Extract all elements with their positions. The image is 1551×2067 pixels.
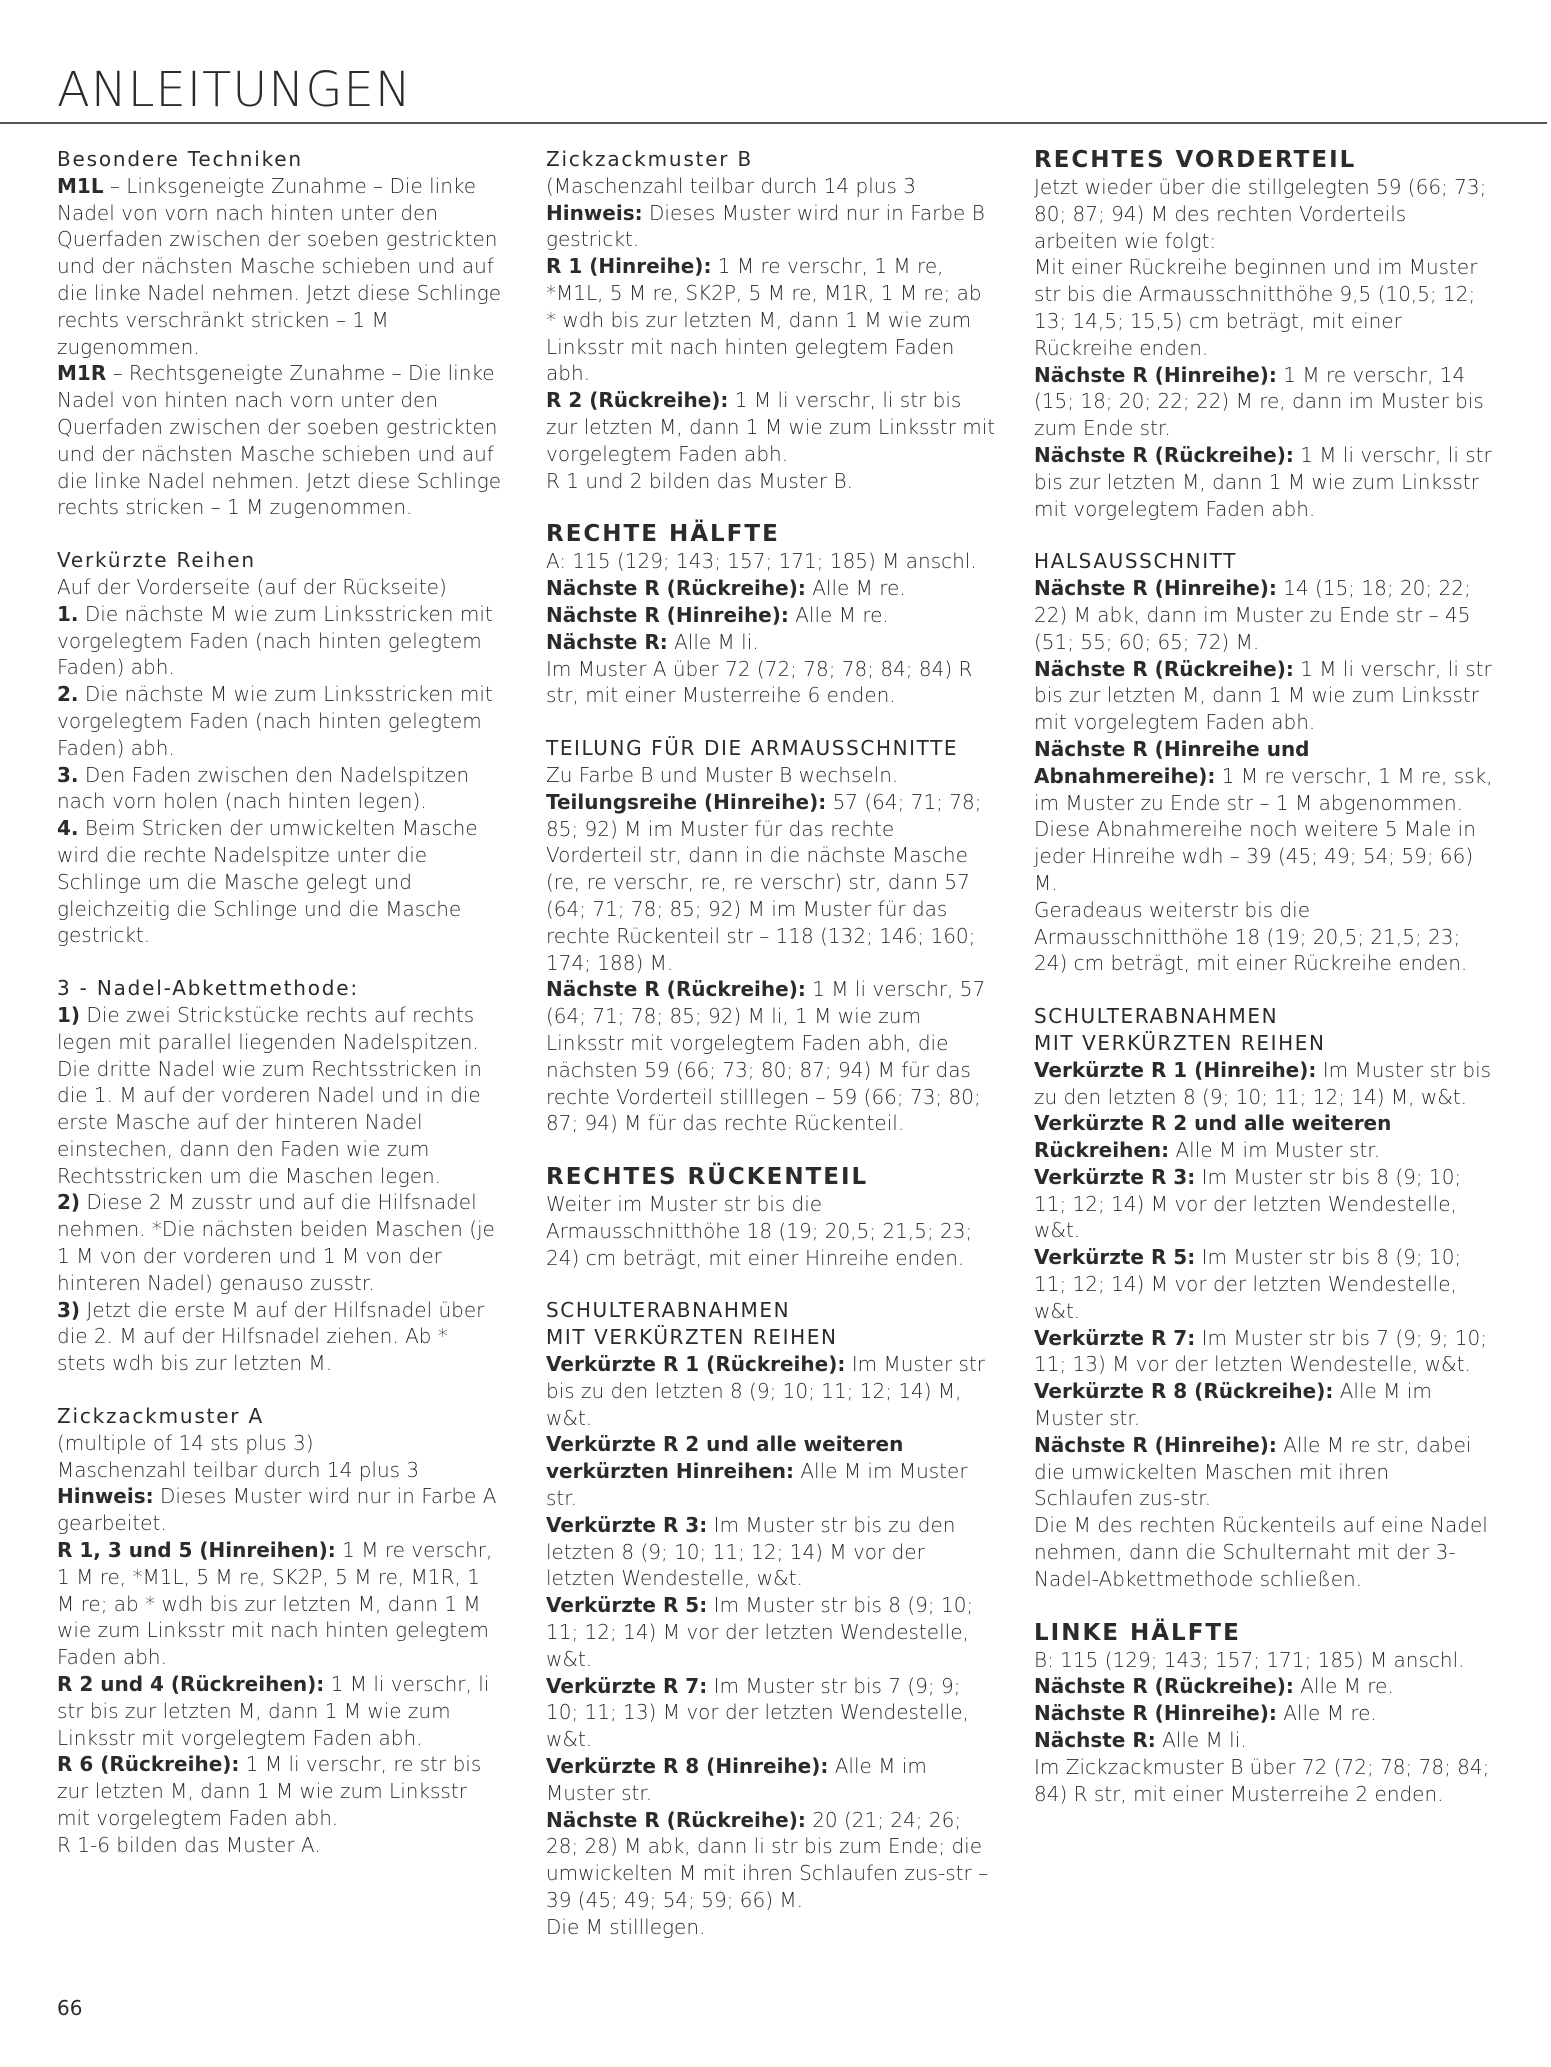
row-label: Verkürzte R 2 und alle weiteren Rückreihen: <box>1034 1111 1392 1163</box>
row-label: Nächste R (Rückreihe): <box>1034 656 1294 681</box>
paragraph-m1l <box>57 173 502 361</box>
right-front-text-1: Jetzt wieder über die stillgelegten 59 (66; 73; 80; 87; 94) M des rechten Vorderteils arbeiten wie folgt: <box>1034 175 1487 253</box>
zigzag-a-row-6 <box>57 1751 502 1831</box>
section-heading-left-half: LINKE HÄLFTE <box>1034 1619 1241 1646</box>
row-label: Nächste R (Rückreihe): <box>546 1807 806 1832</box>
armhole-next-row <box>546 976 996 1137</box>
row-label: R 2 (Rückreihe): <box>546 388 729 413</box>
bindoff-step-3 <box>57 1297 502 1377</box>
row-label: Verkürzte R 5: <box>1034 1245 1196 1270</box>
row-text: 1 M re verschr, 1 M re, *M1L, 5 M re, SK2P, 5 M re, M1R, 1 M re; ab * wdh bis zur letzten M, dann 1 M wie zum Linksstr mit nach hinten gelegtem Faden abh. <box>546 254 982 386</box>
shoulder-row-3 <box>546 1512 996 1592</box>
section-heading-zigzag-b: Zickzackmuster B <box>546 147 753 171</box>
row-text: Im Muster str bis 7 (9; 9; 10; 11; 13) M vor der letzten Wendestelle, w&t. <box>546 1673 969 1752</box>
left-half-pattern: Im Zickzackmuster B über 72 (72; 78; 78; 84; 84) R str, mit einer Musterreihe 2 enden. <box>1034 1754 1490 1806</box>
shoulder-row-5 <box>546 1592 996 1672</box>
section-heading-shoulder-1: SCHULTERABNAHMEN <box>546 1298 791 1323</box>
section-heading-shoulder-2: MIT VERKÜRZTEN REIHEN <box>546 1325 838 1350</box>
zigzag-b-note <box>546 200 996 254</box>
right-front-text-2: Mit einer Rückreihe beginnen und im Muster str bis die Armausschnitthöhe 9,5 (10,5; 12; 13; 14,5; 15,5) cm beträgt, mit einer Rückreihe enden. <box>1034 255 1478 360</box>
section-heading-armhole: TEILUNG FÜR DIE ARMAUSSCHNITTE <box>546 736 959 761</box>
row-text: Im Muster str bis 7 (9; 9; 10; 11; 13) M vor der letzten Wendestelle, w&t. <box>1034 1325 1487 1377</box>
row-text: 1 M re verschr, 1 M re, *M1L, 5 M re, SK2P, 5 M re, M1R, 1 M re; ab * wdh bis zur letzten M, dann 1 M wie zum Linksstr mit nach hinten gelegtem Faden abh. <box>57 1538 493 1670</box>
section-heading-right-half: RECHTE HÄLFTE <box>546 521 780 548</box>
row-text: Im Muster str bis 8 (9; 10; 11; 12; 14) M vor der letzten Wendestelle, w&t. <box>1034 1164 1462 1243</box>
step-number: 1. <box>57 601 79 626</box>
bindoff-step-1 <box>57 1002 502 1190</box>
title-divider <box>0 122 1547 124</box>
text-m1r: – Rechtsgeneigte Zunahme – Die linke Nadel von hinten nach vorn unter den Querfaden zwischen der soeben gestrickten und der nächsten Masche schieben und auf die linke Nadel nehmen. Jetzt diese Schlinge rechts stricken – 1 M zugenommen. <box>57 361 502 520</box>
shoulder-row-2 <box>1034 1110 1494 1164</box>
row-text: 1 M li verschr, re str bis zur letzten M, dann 1 M wie zum Linksstr mit vorgelegtem Faden abh. <box>57 1752 482 1831</box>
row-label: Nächste R (Hinreihe): <box>546 602 789 627</box>
short-rows-step-2 <box>57 681 502 761</box>
row-text: Alle M li. <box>1155 1728 1247 1753</box>
row-label: R 1 (Hinreihe): <box>546 254 712 279</box>
left-half-row-2 <box>1034 1700 1494 1727</box>
row-label: Verkürzte R 5: <box>546 1593 708 1618</box>
right-half-row-1 <box>546 575 996 602</box>
term-m1l: M1L <box>57 173 104 198</box>
page-title: ANLEITUNGEN <box>57 62 412 118</box>
row-label: Verkürzte R 8 (Rückreihe): <box>1034 1379 1334 1404</box>
column-2 <box>546 146 996 1941</box>
bindoff-step-2 <box>57 1189 502 1296</box>
row-label: R 1, 3 und 5 (Hinreihen): <box>57 1538 336 1563</box>
term-m1r: M1R <box>57 361 107 386</box>
row-label: Verkürzte R 3: <box>546 1512 708 1537</box>
short-rows-intro: Auf der Vorderseite (auf der Rückseite) <box>57 574 447 599</box>
row-label: Nächste R (Hinreihe und Abnahmereihe): <box>1034 736 1310 788</box>
row-text: 1 M li verschr, li str bis zur letzten M, dann 1 M wie zum Linksstr mit vorgelegtem Faden abh. <box>546 388 996 466</box>
neck-row-3 <box>1034 736 1494 816</box>
shoulder-next-row <box>1034 1432 1494 1512</box>
row-text: Alle M li. <box>667 629 759 654</box>
step-number: 2. <box>57 682 79 707</box>
section-heading-bindoff: 3 - Nadel-Abkettmethode: <box>57 976 359 1001</box>
note-label: Hinweis: <box>57 1484 154 1509</box>
zigzag-b-row-2 <box>546 387 996 467</box>
right-front-row-1 <box>1034 362 1494 442</box>
row-label: Verkürzte R 7: <box>546 1673 708 1698</box>
right-half-row-3 <box>546 629 996 656</box>
right-half-pattern: Im Muster A über 72 (72; 78; 78; 84; 84) R str, mit einer Musterreihe 6 enden. <box>546 656 973 708</box>
shoulder-row-8 <box>1034 1378 1494 1432</box>
row-label: Nächste R (Hinreihe): <box>1034 362 1277 387</box>
row-text: Alle M re str, dabei die umwickelten Maschen mit ihren Schlaufen zus-str. <box>1034 1432 1472 1511</box>
neck-repeat: Diese Abnahmereihe noch weitere 5 Male in jeder Hinreihe wdh – 39 (45; 49; 54; 59; 66) M. <box>1034 817 1476 895</box>
row-text: Alle M re. <box>788 602 889 627</box>
row-label: Nächste R: <box>546 629 668 654</box>
row-label: R 6 (Rückreihe): <box>57 1752 240 1777</box>
row-text: 1 M li verschr, li str bis zur letzten M, dann 1 M wie zum Linksstr mit vorgelegtem Faden abh. <box>1034 442 1492 521</box>
neck-row-1 <box>1034 575 1494 655</box>
shoulder-row-2 <box>546 1431 996 1511</box>
section-heading-right-front: RECHTES VORDERTEIL <box>1034 147 1357 173</box>
section-heading-zigzag-a: Zickzackmuster A <box>57 1404 264 1429</box>
neck-row-2 <box>1034 656 1494 736</box>
row-text: 1 M re verschr, 1 M re, ssk, im Muster zu Ende str – 1 M abgenommen. <box>1034 763 1493 815</box>
row-text: Alle M im Muster str. <box>546 1754 927 1805</box>
right-half-cast-on: A: 115 (129; 143; 157; 171; 185) M anschl. <box>546 549 977 574</box>
zigzag-a-note <box>57 1483 502 1537</box>
row-text: 1 M li verschr, li str bis zur letzten M, dann 1 M wie zum Linksstr mit vorgelegtem Faden abh. <box>57 1672 490 1750</box>
row-text: Im Muster str bis zu den letzten 8 (9; 10; 11; 12; 14) M vor der letzten Wendestelle, w&t. <box>546 1512 956 1591</box>
row-text: 14 (15; 18; 20; 22; 22) M abk, dann im Muster zu Ende str – 45 (51; 55; 60; 65; 72) M. <box>1034 576 1471 654</box>
shoulder-row-5 <box>1034 1244 1494 1324</box>
left-half-row-1 <box>1034 1673 1494 1700</box>
short-rows-step-3 <box>57 762 502 816</box>
column-1 <box>57 146 502 1859</box>
row-text: 1 M li verschr, li str bis zur letzten M, dann 1 M wie zum Linksstr mit vorgelegtem Faden abh. <box>1034 656 1492 735</box>
step-text: Die zwei Strickstücke rechts auf rechts legen mit parallel liegenden Nadelspitzen. Die dritte Nadel wie zum Rechtsstricken in die 1. M auf der vorderen Nadel und in die erste Masche auf der hinteren Nadel einstechen, dann den Faden wie zum Rechtsstricken um die Maschen legen. <box>57 1002 482 1188</box>
row-label: Nächste R (Rückreihe): <box>1034 1674 1294 1699</box>
right-front-row-2 <box>1034 442 1494 522</box>
section-heading-shoulder-2: MIT VERKÜRZTEN REIHEN <box>1034 1030 1326 1055</box>
row-text: Im Muster str bis 8 (9; 10; 11; 12; 14) M vor der letzten Wendestelle, w&t. <box>546 1593 974 1671</box>
zigzag-b-end: R 1 und 2 bilden das Muster B. <box>546 468 853 493</box>
text-m1l: – Linksgeneigte Zunahme – Die linke Nadel von vorn nach hinten unter den Querfaden zwischen der soeben gestrickten und der nächsten Masche schieben und auf die linke Nadel nehmen. Jetzt diese Schlinge rechts verschränkt stricken – 1 M zugenommen. <box>57 173 502 359</box>
step-number: 2) <box>57 1190 81 1215</box>
section-heading-neck: HALSAUSSCHNITT <box>1034 549 1237 574</box>
row-text: Alle M re. <box>1293 1674 1394 1699</box>
row-label: Verkürzte R 8 (Hinreihe): <box>546 1754 829 1779</box>
shoulder-row-1 <box>546 1351 996 1431</box>
row-text: Alle M im Muster str. <box>1169 1138 1381 1163</box>
zigzag-a-multiple: (multiple of 14 sts plus 3) <box>57 1430 314 1455</box>
zigzag-a-row-24 <box>57 1671 502 1751</box>
section-heading-short-rows: Verkürzte Reihen <box>57 548 256 573</box>
shoulder-end: Die M stilllegen. <box>546 1914 706 1939</box>
right-half-row-2 <box>546 602 996 629</box>
shoulder-row-1 <box>1034 1057 1494 1111</box>
zigzag-b-row-1 <box>546 253 996 387</box>
row-label: Nächste R (Rückreihe): <box>546 576 806 601</box>
column-3 <box>1034 146 1494 1807</box>
step-text: Die nächste M wie zum Linksstricken mit vorgelegtem Faden (nach hinten gelegtem Faden) abh. <box>57 682 493 760</box>
step-number: 3. <box>57 762 79 787</box>
row-text: 1 M re verschr, 14 (15; 18; 20; 22; 22) M re, dann im Muster bis zum Ende str. <box>1034 362 1484 441</box>
note-text: Dieses Muster wird nur in Farbe A gearbeitet. <box>57 1484 497 1536</box>
short-rows-step-1 <box>57 601 502 681</box>
row-text: Alle M re. <box>805 576 906 601</box>
step-text: Die nächste M wie zum Linksstricken mit vorgelegtem Faden (nach hinten gelegtem Faden) abh. <box>57 601 493 680</box>
zigzag-a-count: Maschenzahl teilbar durch 14 plus 3 <box>57 1457 420 1482</box>
row-label: R 2 und 4 (Rückreihen): <box>57 1672 325 1697</box>
step-number: 3) <box>57 1297 81 1322</box>
row-label: Nächste R (Rückreihe): <box>546 977 806 1002</box>
section-heading-shoulder-1: SCHULTERABNAHMEN <box>1034 1004 1279 1029</box>
step-text: Beim Stricken der umwickelten Masche wird die rechte Nadelspitze unter die Schlinge um die Masche gelegt und gleichzeitig die Schlinge und die Masche gestrickt. <box>57 816 478 948</box>
short-rows-step-4 <box>57 815 502 949</box>
row-text: 20 (21; 24; 26; 28; 28) M abk, dann li str bis zum Ende; die umwickelten M mit ihren Schlaufen zus-str – 39 (45; 49; 54; 59; 66) M. <box>546 1807 989 1913</box>
step-number: 4. <box>57 816 79 841</box>
note-label: Hinweis: <box>546 200 643 225</box>
step-text: Den Faden zwischen den Nadelspitzen nach vorn holen (nach hinten legen). <box>57 762 470 814</box>
zigzag-b-count: (Maschenzahl teilbar durch 14 plus 3 <box>546 173 916 198</box>
step-number: 1) <box>57 1002 81 1027</box>
zigzag-a-end: R 1-6 bilden das Muster A. <box>57 1832 321 1857</box>
section-heading-techniques: Besondere Techniken <box>57 147 303 171</box>
row-label: Nächste R (Hinreihe): <box>1034 1701 1277 1726</box>
row-text: 57 (64; 71; 78; 85; 92) M im Muster für das rechte Vorderteil str, dann in die nächste Masche (re, re verschr, re, re verschr) str, dann 57 (64; 71; 78; 85; 92) M im Muster für das rechte Rückenteil str – 118 (132; 146; 160; 174; 188) M. <box>546 789 982 975</box>
page-number: 66 <box>57 1996 83 2020</box>
row-text: Im Muster str bis 8 (9; 10; 11; 12; 14) M vor der letzten Wendestelle, w&t. <box>1034 1245 1462 1323</box>
row-text: Im Muster str bis zu den letzten 8 (9; 10; 11; 12; 14) M, w&t. <box>546 1352 986 1430</box>
left-half-cast-on: B: 115 (129; 143; 157; 171; 185) M anschl. <box>1034 1647 1465 1672</box>
row-label: Verkürzte R 1 (Hinreihe): <box>1034 1057 1317 1082</box>
shoulder-close: Die M des rechten Rückenteils auf eine Nadel nehmen, dann die Schulternaht mit der 3-Nadel-Abkettmethode schließen. <box>1034 1513 1488 1591</box>
shoulder-row-7 <box>1034 1325 1494 1379</box>
row-text: Alle M im Muster str. <box>546 1459 968 1511</box>
row-text: Im Muster str bis zu den letzten 8 (9; 10; 11; 12; 14) M, w&t. <box>1034 1057 1492 1109</box>
row-text: Alle M im Muster str. <box>1034 1379 1432 1431</box>
step-text: Diese 2 M zusstr und auf die Hilfsnadel nehmen. *Die nächsten beiden Maschen (je 1 M von der vorderen und 1 M von der hinteren Nadel) genauso zusstr. <box>57 1190 495 1295</box>
row-text: Alle M re. <box>1276 1701 1377 1726</box>
shoulder-next-row <box>546 1807 996 1914</box>
row-label: Nächste R: <box>1034 1728 1156 1753</box>
right-back-text: Weiter im Muster str bis die Armausschnitthöhe 18 (19; 20,5; 21,5; 23; 24) cm beträgt, mit einer Hinreihe enden. <box>546 1192 973 1270</box>
note-text: Dieses Muster wird nur in Farbe B gestrickt. <box>546 200 985 252</box>
shoulder-row-7 <box>546 1673 996 1753</box>
row-label: Nächste R (Rückreihe): <box>1034 442 1294 467</box>
row-text: 1 M li verschr, 57 (64; 71; 78; 85; 92) M li, 1 M wie zum Linksstr mit vorgelegtem Faden abh, die nächsten 59 (66; 73; 80; 87; 94) M für das rechte Vorderteil stilllegen – 59 (66; 73; 80; 87; 94) M für das rechte Rückenteil. <box>546 977 986 1136</box>
section-heading-right-back: RECHTES RÜCKENTEIL <box>546 1164 869 1191</box>
row-label: Verkürzte R 3: <box>1034 1164 1196 1189</box>
shoulder-row-3 <box>1034 1164 1494 1244</box>
row-label: Nächste R (Hinreihe): <box>1034 1432 1277 1457</box>
row-label: Teilungsreihe (Hinreihe): <box>546 789 827 814</box>
row-label: Nächste R (Hinreihe): <box>1034 576 1277 601</box>
row-label: Verkürzte R 1 (Rückreihe): <box>546 1352 846 1377</box>
paragraph-m1r <box>57 360 502 521</box>
shoulder-row-8 <box>546 1753 996 1807</box>
armhole-switch: Zu Farbe B und Muster B wechseln. <box>546 762 899 787</box>
armhole-division-row <box>546 789 996 977</box>
row-label: Verkürzte R 2 und alle weiteren verkürzten Hinreihen: <box>546 1432 904 1484</box>
left-half-row-3 <box>1034 1727 1494 1754</box>
row-label: Verkürzte R 7: <box>1034 1325 1196 1350</box>
zigzag-a-row-135 <box>57 1537 502 1671</box>
step-text: Jetzt die erste M auf der Hilfsnadel über die 2. M auf der Hilfsnadel ziehen. Ab * stets wdh bis zur letzten M. <box>57 1297 485 1376</box>
neck-straight: Geradeaus weiterstr bis die Armausschnitthöhe 18 (19; 20,5; 21,5; 23; 24) cm beträgt, mit einer Rückreihe enden. <box>1034 897 1468 976</box>
